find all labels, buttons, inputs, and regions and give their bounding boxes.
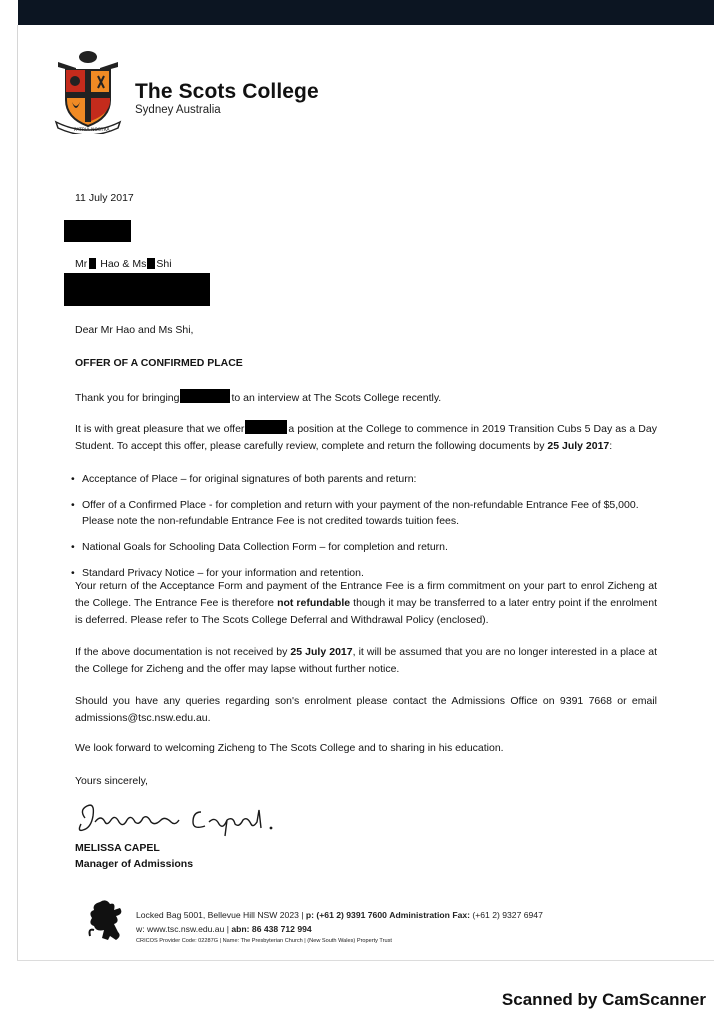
- paragraph-text: Thank you for bringing: [75, 392, 180, 404]
- list-item-text: Standard Privacy Notice – for your information and retention.: [82, 567, 364, 579]
- paragraph-deadline: [75, 644, 657, 678]
- list-item-text: Please note the non-refundable Entrance Fee is not credited towards tuition fees.: [82, 515, 460, 527]
- signer-title: Manager of Admissions: [75, 858, 194, 870]
- redaction-block: [64, 273, 210, 306]
- lion-rampant-icon: [86, 898, 126, 942]
- recipient-surname: Shi: [156, 258, 172, 270]
- signature: [75, 796, 285, 840]
- deadline-date: 25 July 2017: [547, 440, 610, 452]
- list-item: [68, 497, 668, 529]
- paragraph-text: , it will be assumed that you are no longer interested in a place at the College for Zicheng and the offer may lapse without further notice.: [75, 646, 657, 675]
- recipient-prefix: Mr: [75, 258, 88, 270]
- paragraph-welcome: We look forward to welcoming Zicheng to The Scots College and to sharing in his education.: [75, 742, 504, 754]
- paragraph-text: If the above documentation is not received by: [75, 646, 288, 658]
- deadline-date: 25 July 2017: [290, 646, 353, 658]
- salutation: Dear Mr Hao and Ms Shi,: [75, 324, 194, 336]
- footer-abn: abn: 86 438 712 994: [231, 924, 312, 934]
- letter-subject: OFFER OF A CONFIRMED PLACE: [75, 357, 243, 369]
- signer-name: MELISSA CAPEL: [75, 842, 160, 854]
- college-location: Sydney Australia: [135, 104, 221, 116]
- crest-motto: PATRIA: [74, 128, 90, 133]
- crest-motto: NOSTRA: [91, 128, 110, 133]
- college-crest-icon: [52, 48, 124, 134]
- paragraph-text: though it may be transferred to a later entry point if the enrolment is deferred. Please refer to The Scots College Deferral and Withdrawal Policy (enclosed).: [75, 597, 657, 626]
- scan-top-bar: [18, 0, 714, 25]
- closing: Yours sincerely,: [75, 775, 148, 787]
- list-item-text: National Goals for Schooling Data Collection Form – for completion and return.: [82, 541, 448, 553]
- list-item-text: Acceptance of Place – for original signatures of both parents and return:: [82, 473, 417, 485]
- footer-cricos: CRICOS Provider Code: 02287G | Name: The Presbyterian Church | (New South Wales) Property Trust: [136, 938, 392, 944]
- list-item: [68, 471, 668, 487]
- paragraph-text: :: [609, 440, 613, 452]
- paper-edge: [17, 960, 714, 961]
- letter-date: 11 July 2017: [75, 192, 134, 204]
- college-name: The Scots College: [135, 80, 319, 103]
- footer-web-line: w: www.tsc.nsw.edu.au | abn: 86 438 712 994: [136, 924, 312, 934]
- redaction-block: [180, 389, 230, 403]
- paragraph-text: a position at the College to commence in 2019 Transition Cubs 5 Day as a Day Student. To accept this offer, please carefully review, complete and return the following documents by: [75, 423, 657, 452]
- paragraph-text: It is with great pleasure that we offer: [75, 423, 245, 435]
- paragraph-offer: [75, 420, 657, 455]
- list-item: [68, 539, 668, 555]
- redaction-block: [245, 420, 287, 434]
- paragraph-text: to an interview at The Scots College recently.: [231, 392, 442, 404]
- footer-address: Locked Bag 5001, Bellevue Hill NSW 2023: [136, 910, 299, 920]
- emphasis-text: not refundable: [277, 597, 351, 609]
- paragraph-commitment: [75, 578, 657, 629]
- redaction-block: [64, 220, 131, 242]
- scanner-watermark: Scanned by CamScanner: [501, 990, 706, 1009]
- paragraph-text: Your return of the Acceptance Form and payment of the Entrance Fee is a firm commitment on your part to enrol Zicheng at the College. The Entrance Fee is therefore: [75, 580, 657, 609]
- paragraph-interview: [75, 389, 441, 406]
- signer-block: [75, 840, 193, 872]
- recipient-line: [75, 257, 172, 272]
- paragraph-queries: Should you have any queries regarding son's enrolment please contact the Admissions Office on 9391 7668 or email admissions@tsc.nsw.edu.au.: [75, 695, 657, 724]
- recipient-names: Hao & Ms: [100, 258, 147, 270]
- footer-address-line: Locked Bag 5001, Bellevue Hill NSW 2023 | p: (+61 2) 9391 7600 Administration Fax: (+61 2) 9327 6947: [136, 910, 543, 920]
- footer-fax-label: Administration Fax:: [389, 910, 470, 920]
- redaction-block: [89, 258, 96, 269]
- paper-edge: [17, 25, 18, 960]
- footer-phone: p: (+61 2) 9391 7600: [305, 910, 387, 920]
- redaction-block: [147, 258, 155, 269]
- document-list: [68, 471, 668, 581]
- footer-website: w: www.tsc.nsw.edu.au: [136, 924, 225, 934]
- list-item-text: Offer of a Confirmed Place - for completion and return with your payment of the non-refundable Entrance Fee of $5,000.: [82, 499, 639, 511]
- footer-fax: (+61 2) 9327 6947: [472, 910, 543, 920]
